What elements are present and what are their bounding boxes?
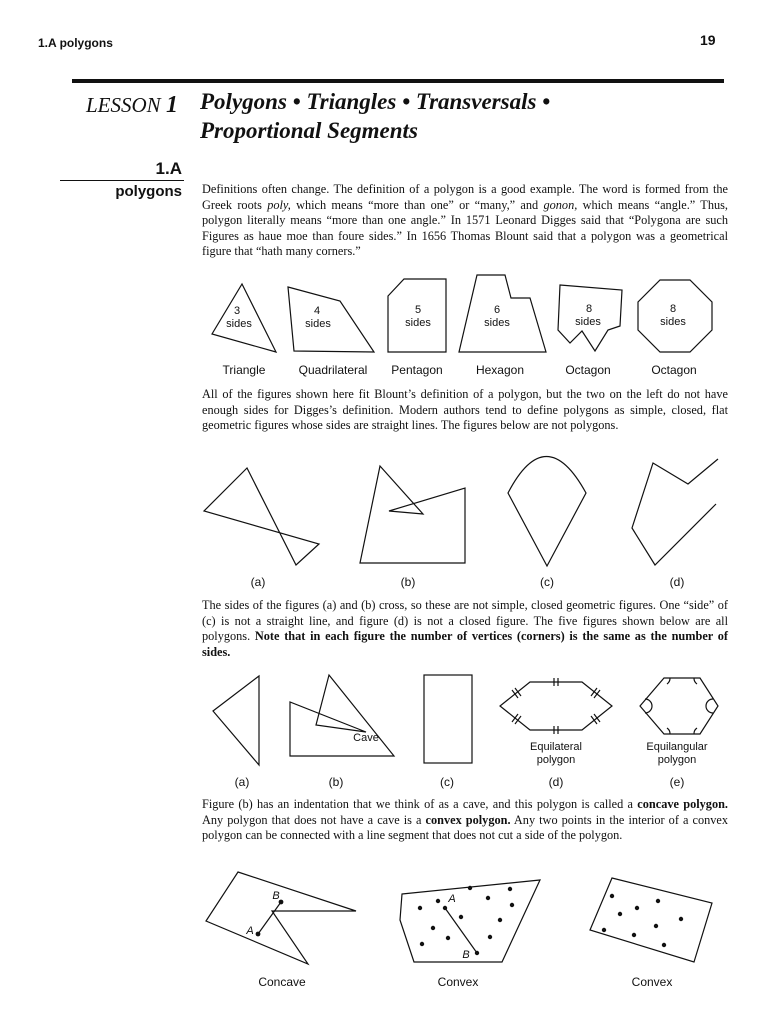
figure-octagon-regular [638, 280, 712, 377]
lesson-word: LESSON [86, 93, 161, 117]
quadrilateral-count: 4 [313, 305, 321, 317]
polygon-b-concave [290, 675, 394, 789]
figure-quadrilateral [288, 287, 374, 377]
nonpolygon-d-caption: (d) [669, 575, 685, 589]
equiangular-label-1: Equilangular [646, 741, 708, 753]
convex1-dots [418, 886, 514, 955]
polygon-d-equilateral [500, 678, 612, 789]
polygon-e-equiangular [640, 678, 718, 789]
pentagon-count: 5 [414, 304, 422, 316]
concave-example [206, 872, 356, 989]
equilateral-label-2: polygon [536, 754, 576, 766]
quadrilateral-caption: Quadrilateral [298, 363, 368, 377]
polygon-c-caption: (c) [440, 775, 454, 789]
octagon1-count: 8 [585, 303, 593, 315]
concave-label-a: A [246, 925, 254, 937]
nonpolygon-c [508, 457, 586, 590]
figure-octagon-concave [558, 285, 622, 377]
figure-pentagon [388, 279, 446, 377]
polygon-a-caption: (a) [234, 775, 250, 789]
convex1-caption: Convex [437, 975, 479, 989]
convex-example-1 [400, 880, 540, 989]
nonpolygon-a-caption: (a) [250, 575, 266, 589]
text-run: Any two points in the interior of a convex polygon can be connected with a line segment that does not cut a side of the polygon. [202, 812, 728, 842]
page-number: 19 [700, 32, 716, 48]
concave-caption: Concave [258, 975, 306, 989]
text-run: Definitions often change. The definition of a polygon is a good example. The word is formed from the Greek roots [202, 182, 728, 212]
polygon-d-caption: (d) [548, 775, 564, 789]
concave-label-b: B [272, 890, 280, 902]
text-run: which means “angle.” Thus, polygon literally means “more than one angle.” In 1571 Leonard Digges said that “Polygona are such Figures as haue moe than foure sides.” In 1656 Thomas Blount said that a polygon was a geometrical figure that “hath many corners.” [202, 197, 728, 258]
quadrilateral-unit: sides [305, 318, 331, 330]
text-run: concave polygon. [637, 797, 728, 811]
text-run: convex polygon. [425, 812, 511, 827]
convex-label-a: A [448, 893, 456, 905]
lesson-number: 1 [165, 92, 178, 118]
text-run: Figure (b) has an indentation that we think of as a cave, and this polygon is called a [202, 797, 638, 811]
polygon-e-caption: (e) [669, 775, 685, 789]
triangle-unit: sides [226, 318, 252, 330]
lesson-title-line1: Polygons • Triangles • Transversals • [200, 89, 551, 114]
lesson-title-line2: Proportional Segments [200, 118, 418, 143]
pentagon-unit: sides [405, 317, 431, 329]
figure-triangle [212, 284, 276, 377]
convex-label-b: B [462, 949, 470, 961]
convex2-dots [602, 894, 683, 947]
equiangular-label-2: polygon [657, 754, 697, 766]
cave-label: Cave [353, 732, 379, 744]
triangle-caption: Triangle [222, 363, 266, 377]
hexagon-caption: Hexagon [475, 363, 525, 377]
polygon-c-rectangle [424, 675, 472, 789]
polygon-b-caption: (b) [328, 775, 344, 789]
octagon2-caption: Octagon [651, 363, 697, 377]
nonpolygon-a [204, 468, 319, 589]
equal-angle-arcs [645, 678, 713, 734]
nonpolygon-c-caption: (c) [540, 575, 554, 589]
pentagon-caption: Pentagon [391, 363, 443, 377]
text-run: The sides of the figures (a) and (b) cross, so these are not simple, closed geometric figures. One “side” of (c) is not a straight line, and figure (d) is not a closed figure. The five figures shown below are all polygons. [202, 598, 728, 643]
convex-example-2 [590, 878, 712, 989]
text-run: All of the figures shown here fit Blount’s definition of a polygon, but the two on the left do not have enough sides for Digges’s definition. Modern authors tend to define polygons as simple, closed, flat geometric figures whose sides are straight lines. The figures below are not polygons. [202, 387, 728, 432]
octagon1-unit: sides [575, 316, 601, 328]
polygon-a [213, 676, 259, 789]
text-run: Note that in each figure the number of vertices (corners) is the same as the number of sides. [202, 629, 728, 659]
text-run: Any polygon that does not have a cave is a [202, 812, 426, 827]
hexagon-count: 6 [493, 304, 501, 316]
section-name: polygons [115, 183, 182, 200]
octagon1-caption: Octagon [565, 363, 611, 377]
octagon2-count: 8 [669, 303, 677, 315]
convex2-caption: Convex [631, 975, 673, 989]
text-run: which means “more than one” or “many,” and [290, 197, 544, 212]
text-run: poly, [267, 197, 291, 212]
equilateral-label-1: Equilateral [530, 741, 582, 753]
text-run: gonon, [543, 197, 578, 212]
running-head: 1.A polygons [38, 36, 113, 50]
nonpolygon-d [632, 459, 718, 589]
figure-hexagon [459, 275, 546, 377]
nonpolygon-b [360, 466, 465, 589]
octagon2-unit: sides [660, 316, 686, 328]
section-number: 1.A [155, 159, 182, 178]
nonpolygon-b-caption: (b) [400, 575, 416, 589]
triangle-count: 3 [233, 305, 241, 317]
hexagon-unit: sides [484, 317, 510, 329]
point-a [256, 932, 261, 937]
